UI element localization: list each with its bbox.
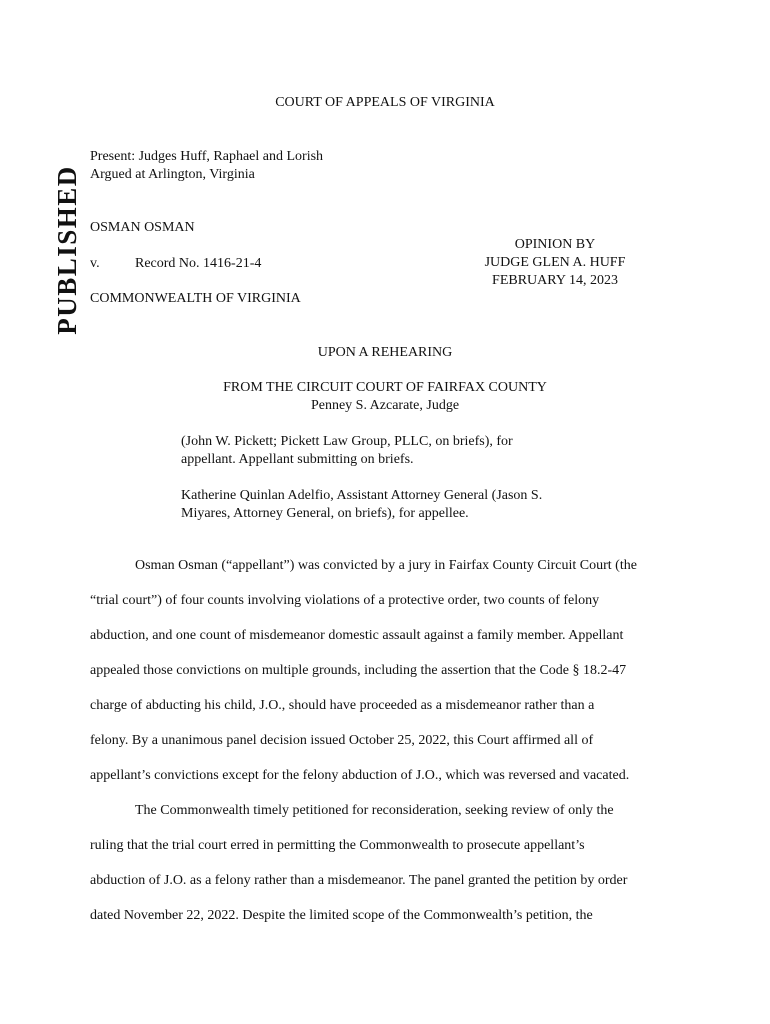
body-line: Osman Osman (“appellant”) was convicted by a jury in Fairfax County Circuit Court (the <box>135 558 637 573</box>
argued-line: Argued at Arlington, Virginia <box>90 167 255 182</box>
present-line: Present: Judges Huff, Raphael and Lorish <box>90 149 324 164</box>
opinion-block <box>470 236 640 290</box>
published-watermark <box>52 150 82 350</box>
counsel-appellant-line1: (John W. Pickett; Pickett Law Group, PLLC, on briefs), for <box>181 434 513 449</box>
versus-label: v. <box>90 256 100 271</box>
body-line: ruling that the trial court erred in permitting the Commonwealth to prosecute appellant’s <box>90 838 585 853</box>
body-line: felony. By a unanimous panel decision issued October 25, 2022, this Court affirmed all of <box>90 733 594 748</box>
appellant-name: OSMAN OSMAN <box>90 220 195 235</box>
counsel-appellant <box>181 433 601 469</box>
body-line: abduction, and one count of misdemeanor domestic assault against a family member. Appellant <box>90 628 624 643</box>
court-title: COURT OF APPEALS OF VIRGINIA <box>275 95 495 110</box>
body-line: The Commonwealth timely petitioned for reconsideration, seeking review of only the <box>135 803 614 818</box>
published-watermark-text: PUBLISHED <box>52 165 82 335</box>
body-line: abduction of J.O. as a felony rather than a misdemeanor. The panel granted the petition by order <box>90 873 628 888</box>
body-line: “trial court”) of four counts involving violations of a protective order, two counts of felony <box>90 593 600 608</box>
counsel-appellee-line1: Katherine Quinlan Adelfio, Assistant Attorney General (Jason S. <box>181 488 543 503</box>
opinion-judge: JUDGE GLEN A. HUFF <box>484 255 626 270</box>
from-court-heading: FROM THE CIRCUIT COURT OF FAIRFAX COUNTY <box>223 380 547 395</box>
body-line: appealed those convictions on multiple grounds, including the assertion that the Code § 18.2-47 <box>90 663 627 678</box>
counsel-appellee-line2: Miyares, Attorney General, on briefs), for appellee. <box>181 506 469 521</box>
body-line: dated November 22, 2022. Despite the limited scope of the Commonwealth’s petition, the <box>90 908 593 923</box>
rehearing-heading: UPON A REHEARING <box>317 345 453 360</box>
record-number: Record No. 1416-21-4 <box>135 256 262 271</box>
trial-judge: Penney S. Azcarate, Judge <box>310 398 460 413</box>
counsel-appellee <box>181 487 601 523</box>
appellee-name: COMMONWEALTH OF VIRGINIA <box>90 291 301 306</box>
counsel-appellant-line2: appellant. Appellant submitting on briefs. <box>181 452 414 467</box>
opinion-body <box>90 557 682 942</box>
opinion-by-label: OPINION BY <box>514 237 596 252</box>
opinion-date: FEBRUARY 14, 2023 <box>492 273 618 288</box>
body-line: charge of abducting his child, J.O., should have proceeded as a misdemeanor rather than a <box>90 698 595 713</box>
body-line: appellant’s convictions except for the felony abduction of J.O., which was reversed and vacated. <box>90 768 630 783</box>
